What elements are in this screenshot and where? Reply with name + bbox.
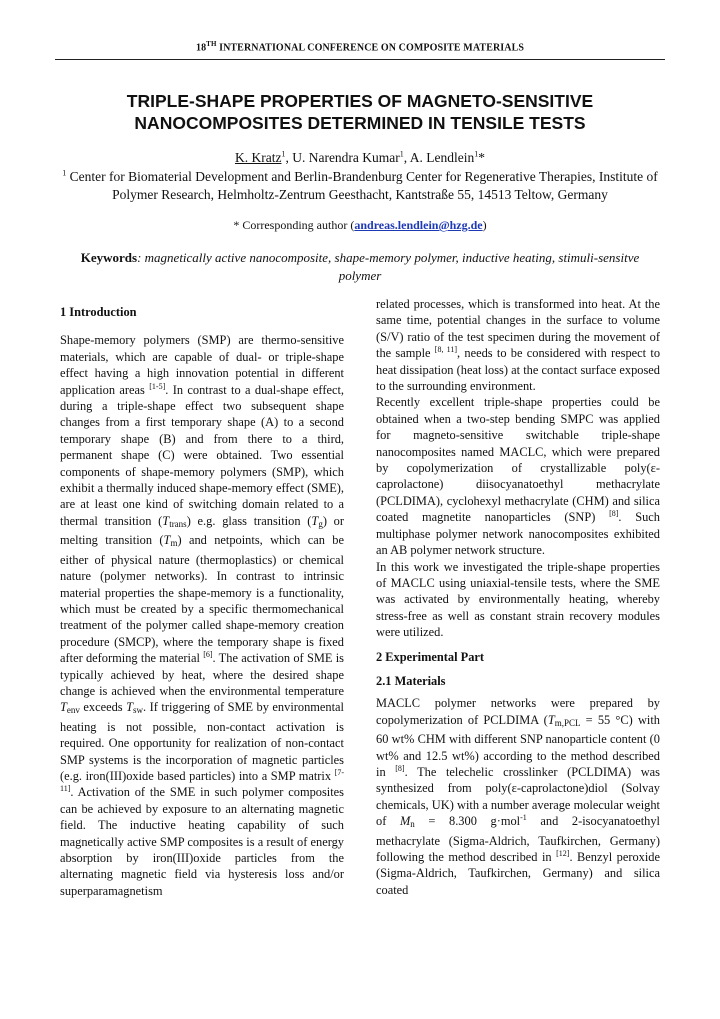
affiliation: $^1$ Center for Biomaterial Development and Berlin-Brandenburg Center for Regenerative Therapies, Institute of Polymer Research, Helmholtz-Zentrum Geesthacht, Kantstraße 55, 14513 Teltow, Germany: [62, 168, 658, 202]
author-list: K. Kratz$^1$, U. Narendra Kumar$^1$, A. Lendlein$^1$*: [234, 149, 486, 165]
intro-paragraph-2: Recently excellent triple-shape properties could be obtained when a two-step bending SMPC was applied for magneto-sensitive switchable triple-shape nanocomposites named MACLC, which were prepared by copolymerization of crystallizable poly(ε-caprolactone) diisocyanatoethyl methacrylate (PCLDIMA), cyclohexyl methacrylate (CHM) and silica coated magnetite nanoparticles (SNP) [8]. Such multiphase polymer network nanocomposites exhibited an AB polymer network structure.: [376, 395, 660, 558]
experimental-heading: 2 Experimental Part: [376, 649, 485, 664]
intro-paragraph-cont: related processes, which is transformed into heat. At the same time, potential changes in the surface to volume (S/V) ratio of the test specimen during the movement of the sample [8, 11], needs to be considered with respect to heat dissipation (heat loss) at the contact surface exposed to the surrounding environment.: [376, 297, 661, 394]
intro-paragraph-3: In this work we investigated the triple-shape properties of MACLC using uniaxial-tensile tests, where the SME was activated by environmentally heating, whereby stress-free as well as constant strain recovery modules were utilized.: [376, 559, 660, 640]
corresponding-author: * Corresponding author (andreas.lendlein@hzg.de): [233, 218, 487, 232]
keywords: Keywords: magnetically active nanocomposite, shape-memory polymer, inductive heating, stimuli-sensitve polymer: [80, 250, 640, 283]
right-column: [376, 296, 660, 898]
materials-heading: 2.1 Materials: [376, 673, 446, 688]
materials-paragraph: MACLC polymer networks were prepared by copolymerization of PCLDIMA ($T_{m,PCL} = 55$ °C) with 60 wt% CHM with different SNP nanoparticle content (0 wt% and 12.5 wt%) according to the method described in [8]. The telechelic crosslinker (PCLDIMA) was synthesized from poly(ε-caprolactone)diol (Solvay chemicals, UK) with a number average molecular weight of $M_n = 8.300$ g·mol$^{-1}$ and 2-isocyanatoethyl methacrylate (Sigma-Aldrich, Taufkirchen, Germany) following the method described in [12]. Benzyl peroxide (Sigma-Aldrich, Taufkirchen, Germany) and silica coated: [376, 696, 660, 897]
paper-title: TRIPLE-SHAPE PROPERTIES OF MAGNETO-SENSITIVE NANOCOMPOSITES DETERMINED IN TENSILE TESTS: [126, 91, 594, 133]
header-rule: [55, 59, 665, 60]
left-column: [60, 296, 344, 899]
intro-paragraph: Shape-memory polymers (SMP) are thermo-sensitive materials, which are capable of dual- or triple-shape effect having a high innovation potential in different application areas [1-5]. In contrast to a dual-shape effect, during a triple-shape effect two subsequent shape changes from a first temporary shape (A) to a second temporary shape (B) and from there to a third, permanent shape (C) were obtained. Two essential components of shape-memory polymers (SMP), which exhibit a thermally induced shape-memory effect (SME), are at least one kind of switching domain related to a thermal transition $(T_{trans})$ e.g. glass transition $(T_g)$ or melting transition $(T_m)$ and netpoints, which can be either of physical nature (thermoplastics) or chemical nature (polymer networks). In contrast to intrinsic material properties the shape-memory is a functionality, which must be created by a specific thermomechanical treatment of the polymer called shape-memory creation procedure (SMCP), where the temporary shape is fixed after deforming the material [6]. The activation of SME is typically achieved by heat, where the desired shape change is achieved when the environmental temperature $T_{env}$ exceeds $T_{sw}$. If triggering of SME by environmental heating is not possible, non-contact activation is required. One opportunity for realization of non-contact SMP systems is the incorporation of magnetic particles (e.g. iron(III)oxide based particles) into a SMP matrix [7-11]. Activation of the SME in such polymer composites can be achieved by exposure to an alternating magnetic field. The inductive heating capability of such magnetically active SMP composites is a result of energy absorption by iron(III)oxide particles from the alternating magnetic field via hysteresis loss and/or superparamagnetism: [60, 333, 345, 898]
introduction-heading: 1 Introduction: [60, 305, 137, 319]
email-link[interactable]: andreas.lendlein@hzg.de: [354, 218, 483, 232]
conference-header: 18TH INTERNATIONAL CONFERENCE ON COMPOSITE MATERIALS: [195, 40, 525, 54]
